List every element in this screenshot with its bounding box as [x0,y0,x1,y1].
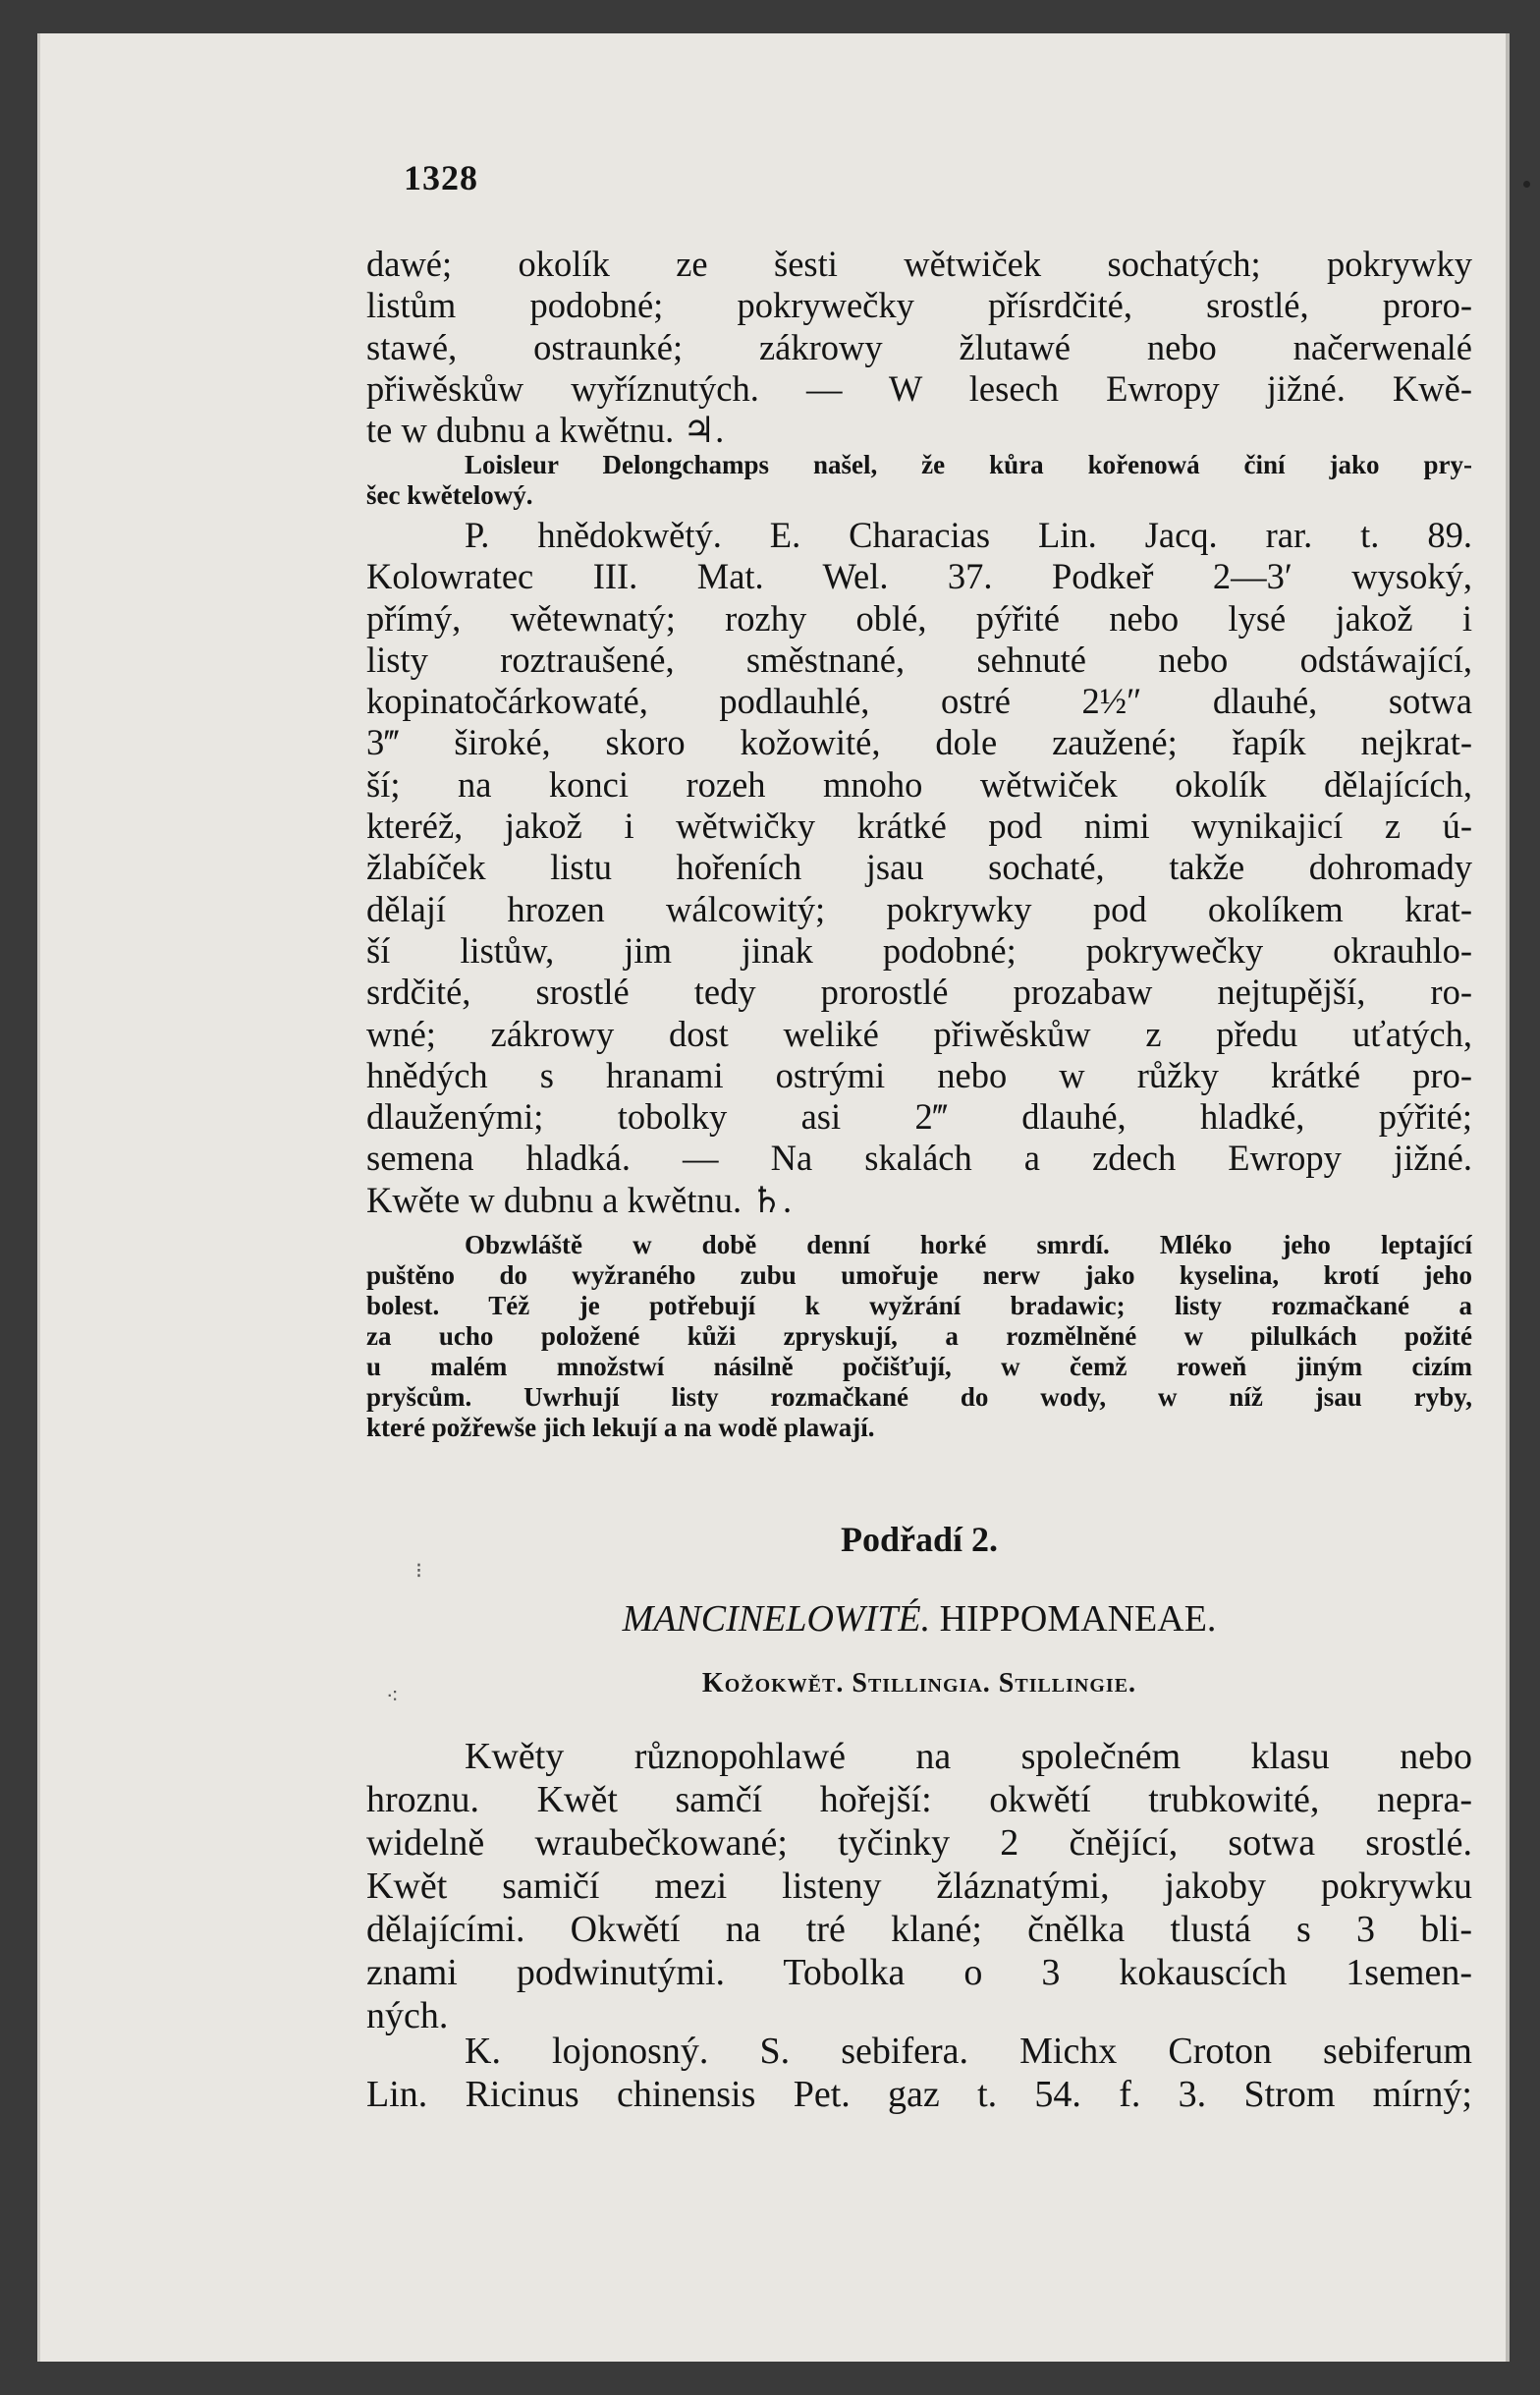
text-line: šec kwětelowý. [366,480,533,510]
text-line: znami podwinutými. Tobolka o 3 kokauscích 1semen- [366,1952,1472,1993]
text-line: kopinatočárkowaté, podlauhlé, ostré 2½″ dlauhé, sotwa [366,681,1472,722]
footnote-1 [366,450,1472,511]
text-line: listy roztraušené, směstnané, sehnuté nebo odstáwající, [366,639,1472,680]
text-line: Obzwláště w době denní horké smrdí. Mléko jeho leptající [465,1230,1472,1259]
paragraph-2 [366,515,1472,1221]
text-line: za ucho položené kůži zpryskují, a rozmělněné w pilulkách požité [366,1321,1472,1351]
text-line: P. hnědokwětý. E. Characias Lin. Jacq. rar. t. 89. [465,515,1472,555]
family-heading [366,1597,1472,1641]
text-line: kteréž, jakož i wětwičky krátké pod nimi wynikajicí z ú- [366,806,1472,847]
family-latin-name: HIPPOMANEAE. [939,1598,1217,1640]
text-line: ší listůw, jim jinak podobné; pokrywečky okrauhlo- [366,929,1472,971]
text-line: pryšcům. Uwrhují listy rozmačkané do wody, w níž jsau ryby, [366,1382,1472,1412]
text-line: žlabíček listu hořeních jsau sochaté, takže dohromady [366,847,1472,888]
text-line: Kolowratec III. Mat. Wel. 37. Podkeř 2—3′ wysoký, [366,556,1472,597]
text-line: přímý, wětewnatý; rozhy oblé, pýřité nebo lysé jakož i [366,597,1472,639]
text-line: stawé, ostraunké; zákrowy žlutawé nebo načerwenalé [366,326,1472,367]
text-line: semena hladká. — Na skalách a zdech Ewropy jižné. [366,1138,1472,1179]
text-line: Lin. Ricinus chinensis Pet. gaz t. 54. f. 3. Strom mírný; [366,2074,1472,2115]
text-line: hroznu. Kwět samčí hořejší: okwětí trubkowité, nepra- [366,1779,1472,1820]
page-number: 1328 [404,158,478,197]
text-line: listům podobné; pokrywečky přísrdčité, srostlé, proro- [366,285,1472,326]
suborder-heading: Podřadí 2. [840,1520,998,1559]
margin-dot [1523,181,1530,188]
text-line: přiwěskůw wyříznutých. — W lesech Ewropy jižné. Kwě- [366,367,1472,409]
text-line: hnědých s hranami ostrými nebo w růžky krátké pro- [366,1054,1472,1095]
text-line: dělajícími. Okwětí na tré klané; čnělka tlustá s 3 bli- [366,1909,1472,1950]
text-line: srdčité, srostlé tedy prorostlé prozabaw nejtupější, ro- [366,972,1472,1013]
text-line: dělají hrozen wálcowitý; pokrywky pod okolíkem krat- [366,888,1472,929]
text-line: te w dubnu a kwětnu. ♃. [366,410,725,451]
paragraph-3 [366,1735,1472,2037]
text-line: 3‴ široké, skoro kožowité, dole zaužené; řapík nejkrat- [366,722,1472,763]
text-line: Kwěte w dubnu a kwětnu. ♄. [366,1179,793,1220]
text-line: puštěno do wyžraného zubu umořuje nerw jako kyselina, krotí jeho [366,1260,1472,1290]
text-line: Kwěty různopohlawé na společném klasu nebo [465,1736,1472,1777]
footnote-2 [366,1230,1472,1443]
genus-heading: Kožokwět. Stillingia. Stillingie. [701,1668,1137,1699]
paragraph-4 [366,2030,1472,2116]
paragraph-1 [366,244,1472,451]
text-line: ných. [366,1995,449,2036]
text-line: K. lojonosný. S. sebifera. Michx Croton sebiferum [465,2031,1472,2072]
text-line: ší; na konci rozeh mnoho wětwiček okolík dělajících, [366,763,1472,805]
text-line: widelně wraubečkowané; tyčinky 2 čnějící, sotwa srostlé. [366,1822,1472,1864]
text-line: Kwět samičí mezi listeny žláznatými, jakoby pokrywku [366,1866,1472,1907]
margin-mark: ⁖ [386,1684,399,1708]
text-line: dawé; okolík ze šesti wětwiček sochatých; pokrywky [366,244,1472,284]
text-line: u malém množstwí násilně počišťují, w čemž roweň jiným cizím [366,1352,1472,1381]
margin-mark: ⁝ [415,1558,422,1583]
text-line: bolest. Též je potřebují k wyžrání bradawic; listy rozmačkané a [366,1291,1472,1320]
text-line: Loisleur Delongchamps našel, že kůra kořenowá činí jako pry- [465,450,1472,479]
text-line: dlauženými; tobolky asi 2‴ dlauhé, hladké, pýřité; [366,1096,1472,1138]
family-czech-name: MANCINELOWITÉ. [622,1598,931,1640]
text-line: které požřewše jich lekují a na wodě plawají. [366,1413,875,1442]
book-page [37,33,1510,2362]
text-line: wné; zákrowy dost weliké přiwěskůw z předu uťatých, [366,1013,1472,1054]
